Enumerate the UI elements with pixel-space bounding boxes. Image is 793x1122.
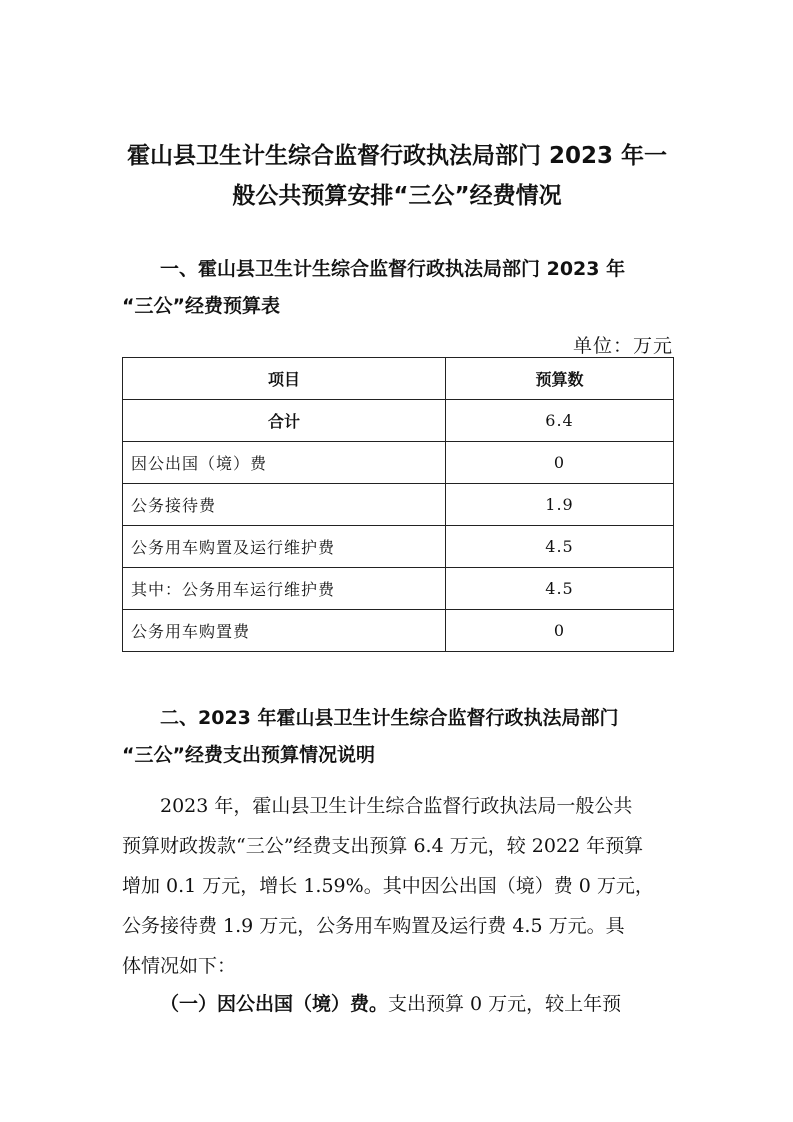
paragraph-summary [122, 786, 676, 986]
table-row [123, 400, 674, 442]
row-value: 0 [446, 610, 674, 652]
paragraph-line: 预算财政拨款“三公”经费支出预算 6.4 万元，较 2022 年预算 [122, 835, 644, 857]
paragraph-line: 公务接待费 1.9 万元，公务用车购置及运行费 4.5 万元。具 [122, 915, 625, 937]
paragraph-bold-lead: （一）因公出国（境）费。 [160, 993, 389, 1015]
row-item: 合计 [123, 400, 446, 442]
paragraph-line: 增加 0.1 万元，增长 1.59%。其中因公出国（境）费 0 万元， [122, 875, 654, 897]
table-row [123, 526, 674, 568]
section-2-heading-line-2: “三公”经费支出预算情况说明 [122, 744, 375, 766]
paragraph-line: 2023 年，霍山县卫生计生综合监督行政执法局一般公共 [160, 795, 633, 817]
title-line-2: 般公共预算安排“三公”经费情况 [232, 183, 562, 209]
row-value: 6.4 [446, 400, 674, 442]
table-row [123, 442, 674, 484]
budget-table [122, 357, 674, 652]
table-row [123, 568, 674, 610]
document-title [118, 136, 676, 216]
paragraph-overseas-travel [122, 984, 676, 1024]
section-1-heading-line-1: 一、霍山县卫生计生综合监督行政执法局部门 2023 年 [160, 258, 626, 280]
row-item: 公务接待费 [123, 484, 446, 526]
section-1-heading [122, 251, 674, 325]
paragraph-rest: 支出预算 0 万元，较上年预 [388, 993, 622, 1015]
title-line-1: 霍山县卫生计生综合监督行政执法局部门 2023 年一 [126, 143, 668, 169]
column-header-item: 项目 [123, 358, 446, 400]
row-item: 因公出国（境）费 [123, 442, 446, 484]
row-value: 4.5 [446, 526, 674, 568]
section-2-heading [122, 700, 674, 774]
row-value: 4.5 [446, 568, 674, 610]
section-1-heading-line-2: “三公”经费预算表 [122, 295, 280, 317]
table-header-row [123, 358, 674, 400]
row-item: 其中：公务用车运行维护费 [123, 568, 446, 610]
paragraph-line [122, 984, 676, 1024]
unit-label: 单位：万元 [572, 335, 673, 357]
row-item: 公务用车购置费 [123, 610, 446, 652]
table-row [123, 610, 674, 652]
column-header-budget: 预算数 [446, 358, 674, 400]
section-2-heading-line-1: 二、2023 年霍山县卫生计生综合监督行政执法局部门 [160, 707, 619, 729]
row-value: 0 [446, 442, 674, 484]
table-row [123, 484, 674, 526]
row-value: 1.9 [446, 484, 674, 526]
paragraph-line: 体情况如下： [122, 955, 237, 977]
row-item: 公务用车购置及运行维护费 [123, 526, 446, 568]
